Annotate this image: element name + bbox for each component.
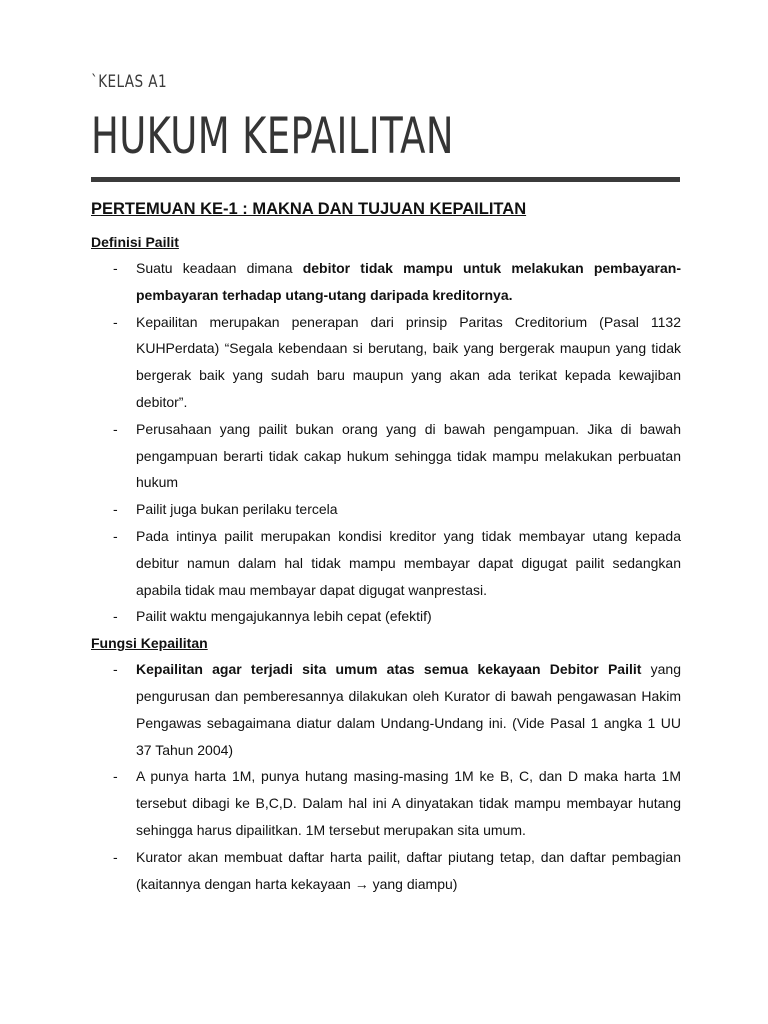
item-bold-text: debitor tidak mampu untuk melakukan pembayaran-pembayaran terhadap utang-utang daripada kreditornya. <box>136 260 681 303</box>
fungsi-heading: Fungsi Kepailitan <box>91 635 208 652</box>
bullet-dash: - <box>113 501 118 518</box>
list-item <box>91 844 681 898</box>
definisi-heading: Definisi Pailit <box>91 234 179 250</box>
list-item <box>91 523 681 603</box>
definisi-list <box>91 255 681 630</box>
list-item <box>91 255 681 309</box>
item-text: Suatu keadaan dimana <box>136 260 303 276</box>
section-heading: PERTEMUAN KE-1 : MAKNA DAN TUJUAN KEPAILITAN <box>91 200 527 218</box>
item-text: Perusahaan yang pailit bukan orang yang di bawah pengampuan. Jika di bawah pengampuan berarti tidak cakap hukum sehingga tidak mampu melakukan perbuatan hukum <box>136 420 681 491</box>
item-text: Pada intinya pailit merupakan kondisi kreditor yang tidak membayar utang kepada debitur namun dalam hal tidak mampu membayar dapat digugat pailit sedangkan apabila tidak mau membayar dapat digugat wanprestasi. <box>136 527 681 598</box>
bullet-dash: - <box>113 420 118 437</box>
list-item <box>91 656 681 763</box>
list-item <box>91 763 681 843</box>
bullet-dash: - <box>113 848 118 865</box>
item-bold-text: Kepailitan agar terjadi sita umum atas semua kekayaan Debitor Pailit <box>136 661 642 678</box>
list-item <box>91 496 681 523</box>
bullet-dash: - <box>113 768 118 785</box>
item-text: Kepailitan merupakan penerapan dari prinsip Paritas Creditorium (Pasal 1132 KUHPerdata) “Segala kebendaan si berutang, baik yang bergerak maupun yang tidak bergerak baik yang sudah baru maupun yang akan ada terikat kepada kewajiban debitor”. <box>136 313 681 410</box>
list-item <box>91 309 681 416</box>
bullet-dash: - <box>113 608 118 625</box>
item-text-tail: yang pengurusan dan pemberesannya dilakukan oleh Kurator di bawah pengawasan Hakim Pengawas sebagaimana diatur dalam Undang-Undang ini. (Vide Pasal 1 angka 1 UU 37 Tahun 2004) <box>136 661 681 758</box>
document-body <box>91 197 681 897</box>
bullet-dash: - <box>113 260 118 276</box>
fungsi-list <box>91 656 681 897</box>
item-text: A punya harta 1M, punya hutang masing-masing 1M ke B, C, dan D maka harta 1M tersebut dibagi ke B,C,D. Dalam hal ini A dinyatakan tidak mampu membayar hutang sehingga harus dipailitkan. 1M tersebut merupakan sita umum. <box>136 768 681 838</box>
item-text: Pailit waktu mengajukannya lebih cepat (efektif) <box>136 608 432 625</box>
document-title: HUKUM KEPAILITAN <box>91 107 454 165</box>
bullet-dash: - <box>113 313 118 330</box>
item-text: Kurator akan membuat daftar harta pailit, daftar piutang tetap, dan daftar pembagian (kaitannya dengan harta kekayaan → yang diampu) <box>136 848 681 892</box>
bullet-dash: - <box>113 661 118 678</box>
bullet-dash: - <box>113 527 118 544</box>
list-item <box>91 603 681 630</box>
class-label: `KELAS A1 <box>91 72 168 92</box>
list-item <box>91 416 681 496</box>
title-divider <box>91 177 680 182</box>
item-text: Pailit juga bukan perilaku tercela <box>136 501 338 518</box>
